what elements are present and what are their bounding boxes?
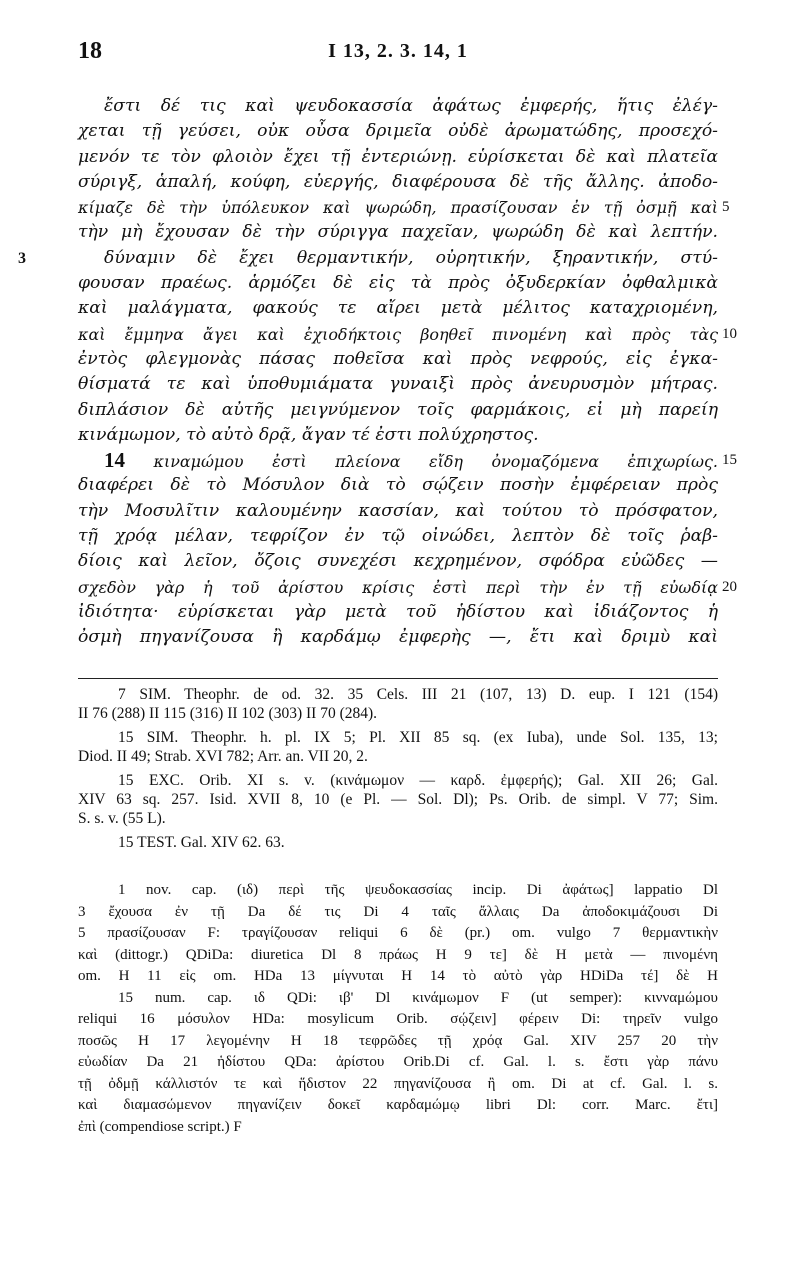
text-line: καὶ ἔμμηνα ἄγει καὶ ἐχιοδήκτοις βοηθεῖ πινομένη καὶ πρὸς τὰς 10 [78, 322, 718, 347]
text-line: 3 δύναμιν δὲ ἔχει θερμαντικήν, οὐρητικήν, ξηραντικήν, στύ- [78, 246, 718, 271]
text-line: ἰδιότητα· εὑρίσκεται γὰρ μετὰ τοῦ ἡδίστου καὶ ἰδιάζοντος ἡ [78, 601, 718, 622]
greek-main-text [18, 94, 737, 651]
text-line: ὀσμὴ πηγανίζουσα ἢ καρδάμῳ ἐμφερὴς —, ἔτι καὶ δριμὺ καὶ [78, 627, 718, 648]
text-line: ἐντὸς φλεγμονὰς πάσας ποθεῖσα καὶ πρὸς νεφρούς, εἰς ἐγκα- [78, 348, 718, 369]
line-number: 15 [722, 452, 737, 469]
text-line: σχεδὸν γὰρ ἡ τοῦ ἀρίστου κρίσις ἐστὶ περὶ τὴν ἐν τῇ εὐωδίᾳ 20 [78, 575, 718, 600]
text-line: τὴν Μοσυλῖτιν καλουμένην κασσίαν, καὶ τούτου τὸ πρόσφατον, [78, 500, 718, 521]
line-number: 10 [722, 325, 737, 342]
text-line: χεται τῇ γεύσει, οὐκ οὖσα δριμεῖα οὐδὲ ἀρωματώδης, προσεχό- [78, 121, 718, 142]
section-margin-number: 3 [18, 249, 26, 267]
text-line: κίμαζε δὲ τὴν ὑπόλευκον καὶ ψωρώδη, πρασίζουσαν ἐν τῇ ὀσμῇ καὶ 5 [78, 195, 718, 220]
apparatus-paragraph: 1 nov. cap. (ιδ) περὶ τῆς ψευδοκασσίας incip. Di ἀφάτως] lappatio Dl 3 ἔχουσα ἐν τῇ Da δέ τις Di 4 ταῖς ἄλλαις Da ἀποδοκιμάζουσι Di 5 πρασίζουσαν F: τραγίζουσαν reliqui 6 δὲ (pr.) om. vulgo 7 θερμαντικὴν καὶ (dittogr.) QDiDa: diuretica Dl 8 πράως H 9 τε] δὲ H μετὰ — πινομένη om. H 11 εἰς om. HDa 13 μίγνυται H 14 τὸ αὐτὸ γὰρ HDiDa τέ] δὲ H [78, 882, 718, 984]
section-number: 14 [104, 448, 125, 473]
text-line: θίσματά τε καὶ ὑποθυμιάματα γυναιξὶ πρὸς ἀνευρυσμὸν μήτρας. [78, 374, 718, 395]
text-line: μενόν τε τὸν φλοιὸν ἔχει τῇ ἐντεριώνῃ. εὑρίσκεται δὲ καὶ πλατεῖα [78, 146, 718, 167]
testimonia-entry: 15 TEST. Gal. XIV 62. 63. [118, 833, 285, 851]
text-line: σύριγξ, ἁπαλή, κούφη, εὐεργής, διαφέρουσα δὲ τῆς ἄλλης. ἀποδο- [78, 171, 718, 192]
text-line: 14 κιναμώμου ἐστὶ πλείονα εἴδη ὀνομαζόμενα ἐπιχωρίως. 15 [78, 448, 718, 473]
text-line: κινάμωμον, τὸ αὐτὸ δρᾷ, ἄγαν τέ ἐστι πολύχρηστος. [78, 424, 539, 445]
text-line: διαφέρει δὲ τὸ Μόσυλον διὰ τὸ σῴζειν ποσὴν ἐμφέρειαν πρὸς [78, 475, 718, 496]
footnote-divider [78, 678, 718, 679]
page-header [78, 38, 718, 70]
running-head: I 13, 2. 3. 14, 1 [328, 40, 468, 62]
apparatus-paragraph: 15 num. cap. ιδ QDi: ιβ' Dl κινάμωμον F (ut semper): κινναμώμου reliqui 16 μόσυλον HDa: mosylicum Orib. σῴζειν] φέρειν Di: τηρεῖν vulgo ποσῶς H 17 λεγομένην H 18 τεφρῶδες τῇ χρόᾳ Gal. XIV 257 20 τὴν εὐωδίαν Da 21 ἡδίστου QDa: ἀρίστου Orib.Di cf. Gal. l. s. ἔστι γὰρ πάνυ τῇ ὀδμῇ κάλλιστόν τε καὶ ἥδιστον 22 πηγανίζουσα ἢ om. Di at cf. Gal. l. s. καὶ διαμασώμενον πηγανίζειν δοκεῖ καρδαμώμῳ libri Dl: corr. Marc. ἔτι] ἐπὶ (compendiose script.) F [78, 989, 718, 1135]
text-line: δίοις καὶ λεῖον, ὄζοις συνεχέσι κεχρημένον, σφόδρα εὐῶδες — [78, 551, 718, 572]
line-number: 20 [722, 578, 737, 595]
line-number: 5 [722, 199, 730, 216]
testimonia-entry: 15 SIM. Theophr. h. pl. IX 5; Pl. XII 85 sq. (ex Iuba), unde Sol. 135, 13; Diod. II 49; Strab. XVI 782; Arr. an. VII 20, 2. [78, 728, 718, 766]
critical-apparatus [78, 880, 718, 1138]
text-line: φουσαν πραέως. ἁρμόζει δὲ εἰς τὰ πρὸς ὀξυδερκίαν ὀφθαλμικὰ [78, 273, 718, 294]
text-line: καὶ μαλάγματα, φακούς τε αἴρει μετὰ μέλιτος καταχριομένη, [78, 298, 718, 319]
testimonia-entry: 7 SIM. Theophr. de od. 32. 35 Cels. III 21 (107, 13) D. eup. I 121 (154) II 76 (288) II 115 (316) II 102 (303) II 70 (284). [78, 686, 718, 723]
testimonia-entry: 15 EXC. Orib. XI s. v. (κινάμωμον — καρδ. ἐμφερής); Gal. XII 26; Gal. XIV 63 sq. 257. Isid. XVII 8, 10 (e Pl. — Sol. Dl); Ps. Orib. de simpl. V 77; Sim. S. s. v. (55 L). [78, 771, 718, 828]
testimonia-apparatus [78, 685, 718, 856]
page-number: 18 [78, 38, 102, 64]
text-line: τῇ χρόᾳ μέλαν, τεφρίζον ἐν τῷ οἰνώδει, λεπτὸν δὲ τοῖς ῥαβ- [78, 526, 718, 547]
text-line: τὴν μὴ ἔχουσαν δὲ τὴν σύριγγα παχεῖαν, ψωρώδη δὲ καὶ λεπτήν. [78, 222, 718, 243]
text-line: ἔστι δέ τις καὶ ψευδοκασσία ἀφάτως ἐμφερής, ἥτις ἐλέγ- [104, 96, 718, 116]
text-line: διπλάσιον δὲ αὐτῆς μειγνύμενον τοῖς φαρμάκοις, εἰ μὴ παρείη [78, 399, 718, 420]
